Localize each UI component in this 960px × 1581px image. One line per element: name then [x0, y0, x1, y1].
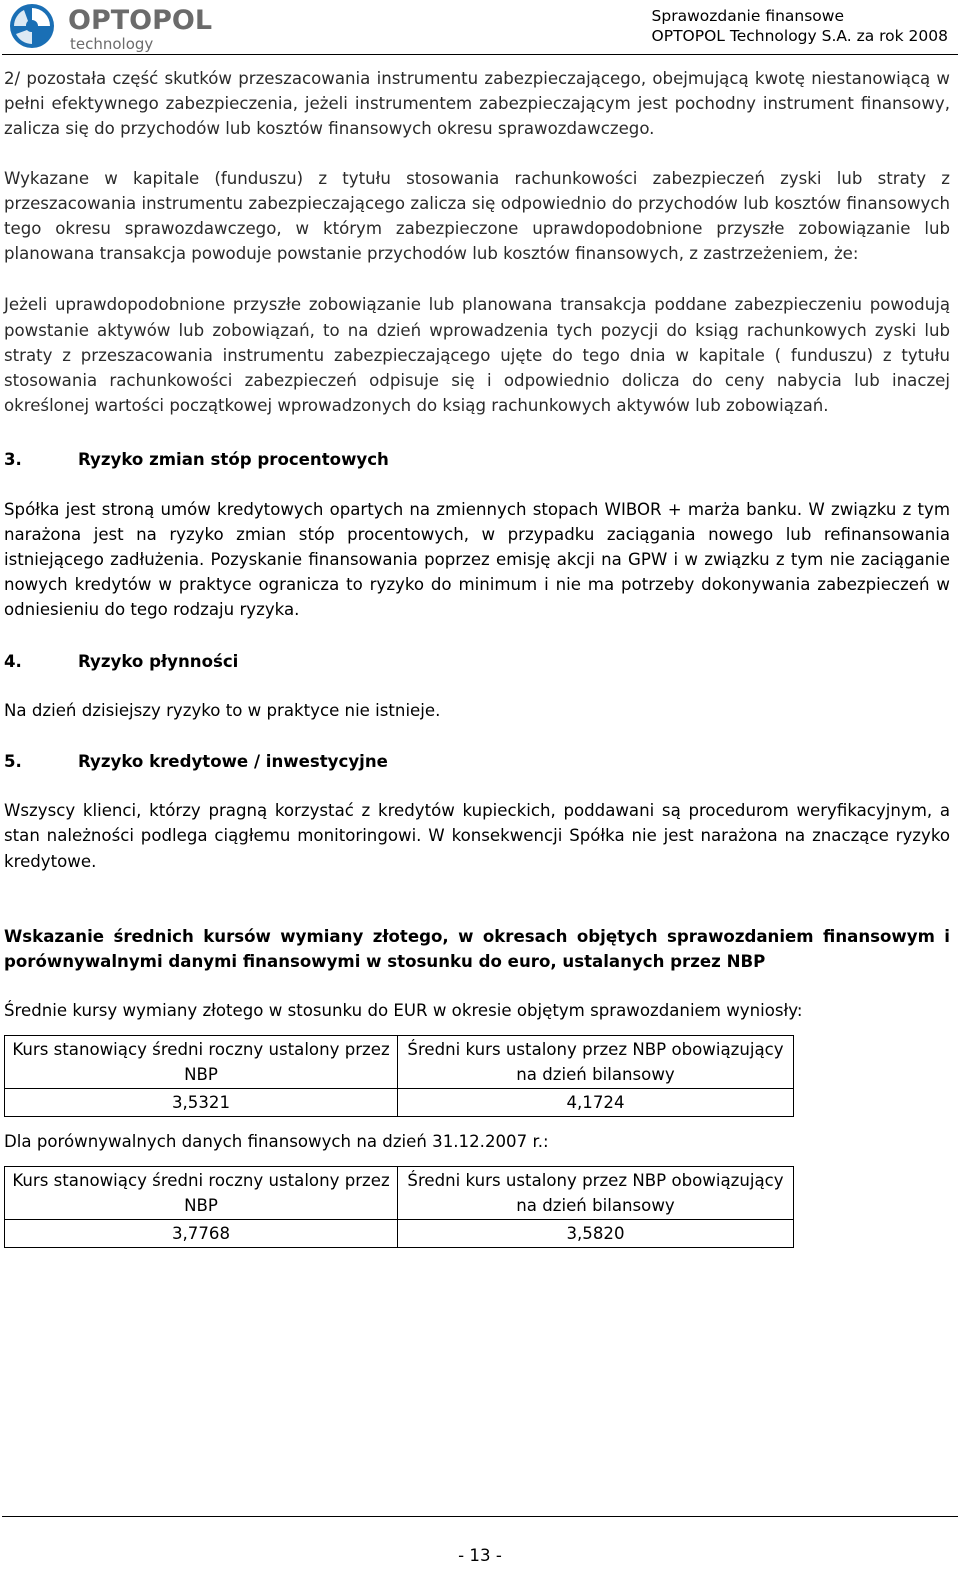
section-3-text: Spółka jest stroną umów kredytowych opartych na zmiennych stopach WIBOR + marża banku. W związku z tym narażona jest na ryzyko zmian stóp procentowych, w przypadku zaciągania nowego lub refinansowania istniejącego zadłużenia. Pozyskanie finansowania poprzez emisję akcji na GPW i w związku z tym nie zaciąganie nowych kredytów w praktyce ogranicza to ryzyko do minimum i nie ma potrzeby dokonywania zabezpieczeń w odniesieniu do tego rodzaju ryzyka. — [4, 499, 950, 620]
table-header-row — [5, 1036, 794, 1089]
section-number: 4. — [4, 651, 22, 671]
paragraph-hedge-assets: Jeżeli uprawdopodobnione przyszłe zobowiązanie lub planowana transakcja poddane zabezpieczeniu powodują powstanie aktywów lub zobowiązań, to na dzień wprowadzenia tych pozycji do ksiąg rachunkowych zyski lub straty z przeszacowania instrumentu zabezpieczającego ujęte do tego dnia w kapitale ( funduszu) z tytułu stosowania rachunkowości zabezpieczeń odpisuje się i odpowiednio dolicza do ceny nabycia lub inaczej określonej wartości początkowej wprowadzonych do ksiąg rachunkowych aktywów lub zobowiązań. — [4, 295, 950, 416]
table-row — [5, 1089, 794, 1117]
section-title: Ryzyko kredytowe / inwestycyjne — [78, 752, 388, 772]
table-row — [5, 1219, 794, 1247]
section-3-heading — [4, 447, 950, 472]
optopol-logo — [8, 2, 248, 54]
table-header-row — [5, 1166, 794, 1219]
table-header-balance-date: Średni kurs ustalony przez NBP obowiązujący na dzień bilansowy — [398, 1166, 794, 1219]
table-cell-annual-average: 3,7768 — [5, 1219, 398, 1247]
section-5-text: Wszyscy klienci, którzy pragną korzystać z kredytów kupieckich, poddawani są procedurom weryfikacyjnym, a stan należności podlega ciągłemu monitoringowi. W konsekwencji Spółka nie jest narażona na znaczące ryzyko kredytowe. — [4, 801, 950, 871]
section-title: Ryzyko zmian stóp procentowych — [78, 450, 389, 470]
logo-subtitle: technology — [70, 35, 154, 53]
paragraph-hedge-equity: Wykazane w kapitale (funduszu) z tytułu stosowania rachunkowości zabezpieczeń zyski lub straty z przeszacowania instrumentu zabezpieczającego zalicza się odpowiednio do przychodów lub kosztów finansowych tego okresu sprawozdawczego, w którym zabezpieczone uprawdopodobnione przyszłe zobowiązanie lub planowana transakcja powoduje powstanie przychodów lub kosztów finansowych, z zastrzeżeniem, że: — [4, 168, 950, 264]
section-4-heading — [4, 649, 950, 674]
rates-intro: Średnie kursy wymiany złotego w stosunku do EUR w okresie objętym sprawozdaniem wyniosły: — [4, 1001, 803, 1021]
section-title: Ryzyko płynności — [78, 651, 239, 671]
report-title: Sprawozdanie finansowe — [651, 7, 845, 25]
page-header — [0, 0, 960, 56]
table-cell-balance-date: 3,5820 — [398, 1219, 794, 1247]
optopol-logo-icon — [8, 2, 248, 54]
paragraph-hedge-remainder: 2/ pozostała część skutków przeszacowania instrumentu zabezpieczającego, obejmującą kwotę niestanowiącą w pełni efektywnego zabezpieczenia, jeżeli instrumentem zabezpieczającym jest pochodny instrument finansowy, zalicza się do przychodów lub kosztów finansowych okresu sprawozdawczego. — [4, 69, 950, 139]
section-number: 3. — [4, 450, 22, 470]
table-cell-balance-date: 4,1724 — [398, 1089, 794, 1117]
section-4-text: Na dzień dzisiejszy ryzyko to w praktyce nie istnieje. — [4, 700, 441, 720]
report-header-info — [652, 6, 948, 46]
table-header-annual-average: Kurs stanowiący średni roczny ustalony przez NBP — [5, 1166, 398, 1219]
logo-wordmark: OPTOPOL — [68, 5, 213, 36]
page-number: - 13 - — [458, 1546, 502, 1565]
document-body — [4, 66, 950, 1248]
table-header-annual-average: Kurs stanowiący średni roczny ustalony przez NBP — [5, 1036, 398, 1089]
rates-heading: Wskazanie średnich kursów wymiany złotego, w okresach objętych sprawozdaniem finansowym i porównywalnymi danymi finansowymi w stosunku do euro, ustalanych przez NBP — [4, 926, 950, 972]
table-cell-annual-average: 3,5321 — [5, 1089, 398, 1117]
table-header-balance-date: Średni kurs ustalony przez NBP obowiązujący na dzień bilansowy — [398, 1036, 794, 1089]
footer-divider — [2, 1516, 958, 1517]
header-divider — [2, 54, 958, 55]
section-number: 5. — [4, 752, 22, 772]
section-5-heading — [4, 749, 950, 774]
rates-table-2008 — [4, 1035, 794, 1117]
report-company: OPTOPOL Technology S.A. za rok 2008 — [651, 27, 948, 45]
rates-table-2007 — [4, 1166, 794, 1248]
compare-intro: Dla porównywalnych danych finansowych na dzień 31.12.2007 r.: — [4, 1132, 549, 1152]
